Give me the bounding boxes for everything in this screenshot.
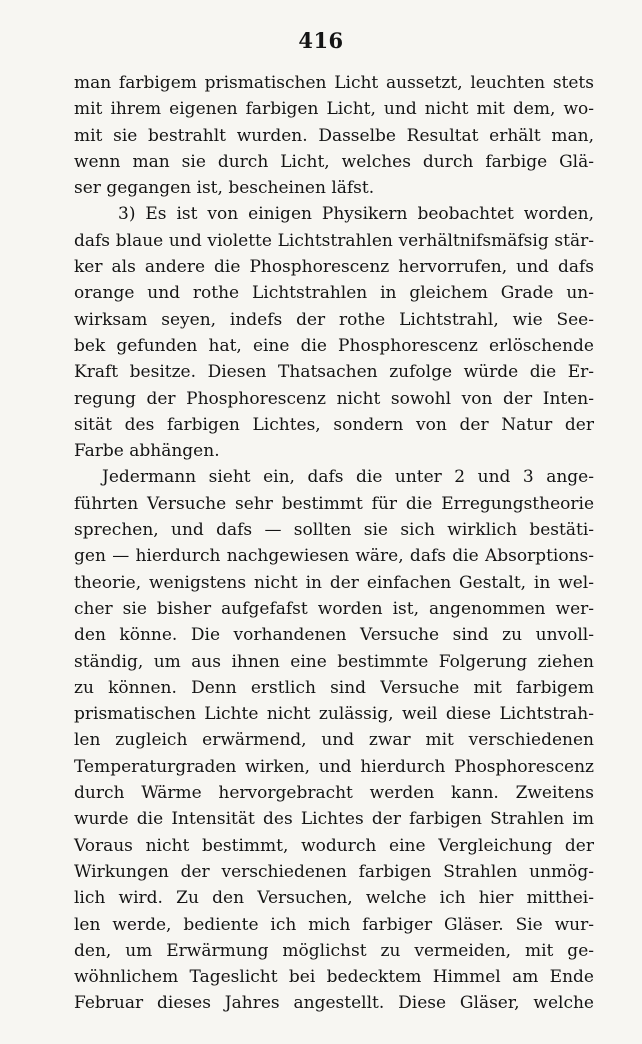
text-line: 3) Es ist von einigen Physikern beobachtet worden, (118, 204, 594, 225)
text-line: ständig, um aus ihnen eine bestimmte Folgerung ziehen (74, 651, 594, 672)
text-line: Kraft besitze. Diesen Thatsachen zufolge würde die Er- (74, 362, 594, 383)
text-line: man farbigem prismatischen Licht aussetzt, leuchten stets (74, 73, 594, 93)
text-line: lich wird. Zu den Versuchen, welche ich hier mitthei- (74, 888, 594, 909)
text-line: orange und rothe Lichtstrahlen in gleichem Grade un- (74, 283, 594, 304)
text-line: führten Versuche sehr bestimmt für die Erregungstheorie (74, 493, 594, 514)
text-line: zu können. Denn erstlich sind Versuche mit farbigem (74, 677, 594, 698)
text-line: den, um Erwärmung möglichst zu vermeiden, mit ge- (74, 940, 594, 961)
text-line: prismatischen Lichte nicht zulässig, weil diese Lichtstrah- (74, 704, 594, 725)
text-line: Farbe abhängen. (74, 441, 220, 462)
text-line: len werde, bediente ich mich farbiger Gläser. Sie wur- (74, 914, 594, 935)
text-line: durch Wärme hervorgebracht werden kann. Zweitens (74, 783, 594, 804)
text-line: Voraus nicht bestimmt, wodurch eine Vergleichung der (74, 835, 594, 856)
text-line: sität des farbigen Lichtes, sondern von der Natur der (74, 414, 594, 435)
text-line: dafs blaue und violette Lichtstrahlen verhältnifsmäfsig stär- (74, 230, 594, 251)
text-line: ser gegangen ist, bescheinen läfst. (74, 178, 375, 199)
text-line: theorie, wenigstens nicht in der einfachen Gestalt, in wel- (74, 572, 594, 593)
text-line: sprechen, und dafs — sollten sie sich wirklich bestäti- (74, 520, 594, 541)
text-line: wirksam seyen, indefs der rothe Lichtstrahl, wie See- (74, 309, 594, 330)
text-line: ker als andere die Phosphorescenz hervorrufen, und dafs (74, 257, 594, 278)
text-line: wurde die Intensität des Lichtes der farbigen Strahlen im (74, 809, 594, 830)
text-line: Februar dieses Jahres angestellt. Diese Gläser, welche (74, 993, 594, 1014)
text-line: cher sie bisher aufgefafst worden ist, angenommen wer- (74, 598, 594, 619)
text-line: wenn man sie durch Licht, welches durch farbige Glä- (74, 151, 594, 172)
text-line: Wirkungen der verschiedenen farbigen Strahlen unmög- (74, 861, 594, 882)
page-number: 416 (298, 28, 344, 53)
text-line: gen — hierdurch nachgewiesen wäre, dafs die Absorptions- (74, 546, 594, 567)
text-line: Temperaturgraden wirken, und hierdurch Phosphorescenz (74, 756, 594, 777)
text-line: bek gefunden hat, eine die Phosphorescenz erlöschende (74, 335, 594, 356)
text-line: mit ihrem eigenen farbigen Licht, und nicht mit dem, wo- (74, 99, 594, 120)
text-line: len zugleich erwärmend, und zwar mit verschiedenen (74, 730, 594, 751)
body-text (74, 70, 594, 1017)
text-line: wöhnlichem Tageslicht bei bedecktem Himmel am Ende (74, 967, 594, 988)
text-line: mit sie bestrahlt wurden. Dasselbe Resultat erhält man, (74, 125, 594, 146)
text-line: regung der Phosphorescenz nicht sowohl von der Inten- (74, 388, 594, 409)
text-line: Jedermann sieht ein, dafs die unter 2 und 3 ange- (102, 467, 594, 488)
text-line: den könne. Die vorhandenen Versuche sind zu unvoll- (74, 625, 594, 646)
